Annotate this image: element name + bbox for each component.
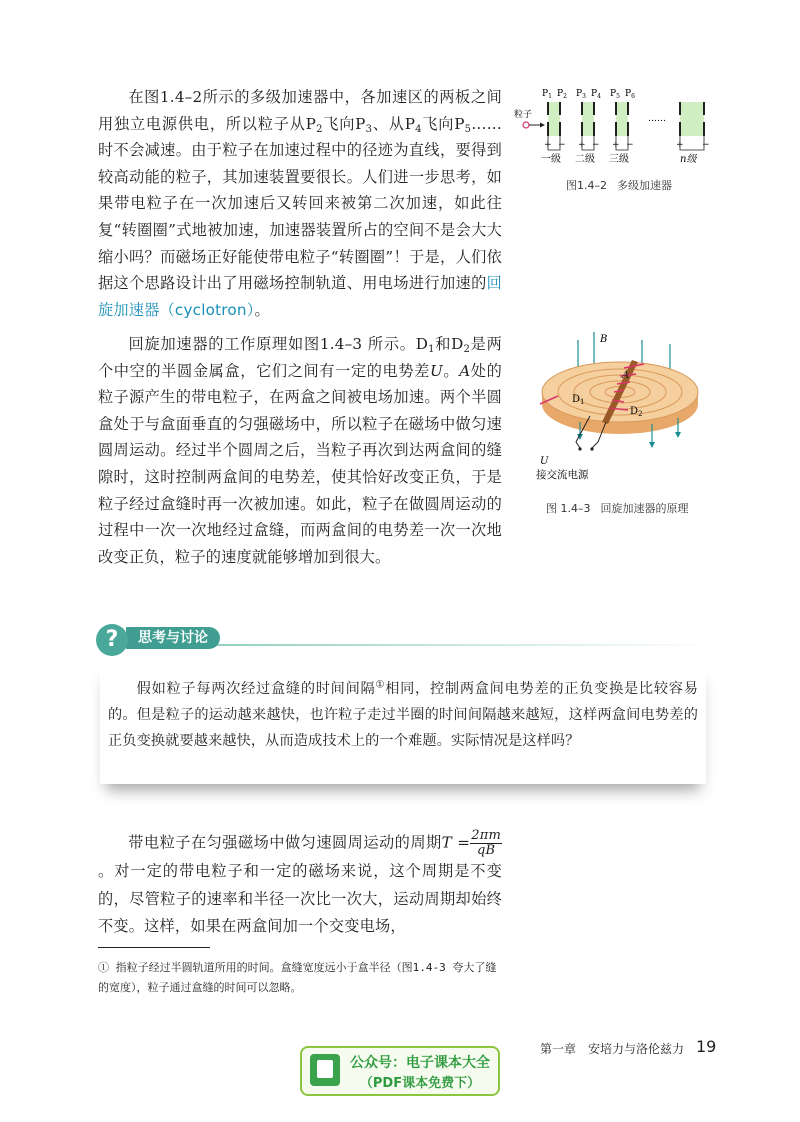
- svg-text:−: −: [592, 140, 600, 150]
- particle-label: 粒子: [514, 110, 533, 120]
- subscript: 2: [316, 123, 323, 135]
- subscript: 2: [463, 344, 471, 355]
- caption-text: 回旋加速器的原理: [600, 502, 689, 515]
- text-run: 。: [442, 361, 460, 380]
- chapter-title: 第一章 安培力与洛伦兹力: [540, 1042, 685, 1056]
- subscript: 5: [464, 123, 472, 135]
- question-icon: ?: [96, 624, 128, 656]
- period-formula: [470, 829, 502, 858]
- caption-number: 图 1.4–3: [546, 502, 591, 515]
- svg-text:−: −: [626, 140, 634, 150]
- text-run: 飞向P: [421, 114, 465, 133]
- text-run: 和D: [434, 335, 464, 353]
- text-run: 回旋加速器的工作原理如图1.4–3 所示。D: [128, 335, 429, 353]
- field-arrowheads: [577, 432, 681, 448]
- paragraph-period: [98, 829, 502, 941]
- arrow-head: [540, 123, 545, 128]
- stage-label: 二级: [575, 154, 595, 165]
- svg-text:+: +: [578, 140, 586, 150]
- text-run: 假如粒子每两次经过盒缝的时间间隔: [136, 681, 376, 697]
- think-discuss-header: [96, 626, 716, 652]
- book-logo-icon: [310, 1054, 340, 1086]
- svg-text:+: +: [612, 140, 620, 150]
- plate-label: $P_5$: [610, 89, 620, 100]
- text-run: 在图1.4–2所示的多级加速器中，各加速区的两板之间用独立电源供电，所以粒子从P: [98, 88, 502, 133]
- svg-text:−: −: [558, 140, 566, 150]
- text-run: 飞向P: [322, 114, 366, 133]
- figure-caption-1-4-2: [566, 177, 672, 193]
- text-run: 是两个中空的半圆金属盒，它们之间有一定的电势差: [98, 335, 502, 380]
- text-run: 带电粒子在匀强磁场中做匀速圆周运动的周期: [128, 833, 442, 852]
- term-cyclotron: 回旋加速器（cyclotron）: [98, 274, 502, 319]
- accel-gap: [582, 102, 594, 136]
- label-d2: $D_2$: [630, 406, 643, 418]
- power-label: 接交流电源: [536, 469, 589, 481]
- footnote: ① 指粒子经过半圆轨道所用的时间。盒缝宽度远小于盒半径（图1.4-3 夸大了缝的宽度），粒子通过盒缝的时间可以忽略。: [98, 961, 497, 994]
- plate-label: $P_6$: [625, 89, 635, 100]
- polarity-signs: [544, 140, 710, 150]
- subscript: 3: [365, 123, 373, 135]
- text-run: 相同，控制两盒间电势差的正负变换是比较容易的。但是粒子的运动越来越快，也许粒子走过半圈的时间间隔越来越短，这样两盒间电势差的正负变换就要越来越快，从而造成技术上的一个难题。实际情况是这样吗？: [108, 681, 698, 749]
- formula-numerator: 2πm: [471, 828, 501, 843]
- terminal: [578, 447, 581, 450]
- think-discuss-box: [100, 662, 706, 784]
- plate-label: $P_4$: [591, 89, 601, 100]
- plate-label: $P_2$: [557, 89, 567, 100]
- symbol-u: U: [429, 361, 443, 380]
- paragraph-multistage: [98, 84, 502, 323]
- plate-label: $P_3$: [576, 89, 586, 100]
- plate-label: $P_1$: [542, 89, 552, 100]
- caption-number: 图1.4–2: [566, 179, 607, 192]
- page-number: 19: [696, 1037, 717, 1056]
- text-run: 。: [254, 300, 270, 319]
- svg-text:+: +: [544, 140, 552, 150]
- figure-multistage-accelerator: [510, 84, 730, 170]
- paragraph-cyclotron-principle: [98, 331, 502, 570]
- label-a: A: [622, 370, 630, 381]
- subscript: 1: [428, 344, 435, 355]
- text-run: 处的粒子源产生的带电粒子，在两盒之间被电场加速。两个半圆盒处于与盒面垂直的匀强磁场中，所以粒子在磁场中做匀速圆周运动。经过半个圆周之后，当粒子再次到达两盒间的缝隙时，这时控制两盒间的电势差，使其恰好改变正负，于是粒子经过盒缝时再一次被加速。如此，粒子在做圆周运动的过程中一次一次地经过盒缝，而两盒间的电势差一次一次地改变正负，粒子的速度就能够增加到很大。: [98, 361, 503, 566]
- label-d1: $D_1$: [572, 394, 585, 406]
- label-b: B: [600, 334, 608, 345]
- multistage-diagram: [510, 84, 730, 170]
- stage-label-n: n级: [680, 154, 697, 165]
- cyclotron-diagram: [520, 330, 710, 490]
- footnote-rule: [98, 947, 210, 948]
- caption-text: 多级加速器: [617, 179, 672, 192]
- formula-denominator: qB: [476, 843, 496, 858]
- footnote-ref: ①: [375, 679, 386, 691]
- stage-label: 一级: [541, 154, 561, 165]
- figure-cyclotron: [520, 330, 710, 490]
- accel-gap: [548, 102, 560, 136]
- text-run: 、从P: [372, 114, 416, 133]
- watermark-badge: [300, 1046, 500, 1096]
- terminal: [590, 447, 593, 450]
- think-discuss-title: 思考与讨论: [126, 627, 220, 649]
- svg-text:+: +: [676, 140, 684, 150]
- figure-caption-1-4-3: [546, 500, 689, 516]
- text-run: ……时不会减速。由于粒子在加速过程中的径迹为直线，要得到较高动能的粒子，其加速装置要很长。人们进一步思考，如果带电粒子在一次加速后又转回来被第二次加速，如此往复“转圈圈”式地被加速，加速器装置所占的空间不是会大大缩小吗？而磁场正好能使带电粒子“转圈圈”！于是，人们依据这个思路设计出了用磁场控制轨道、用电场进行加速的: [98, 114, 502, 293]
- svg-text:−: −: [702, 140, 710, 150]
- accel-gap: [680, 102, 704, 136]
- symbol-a: A: [459, 361, 471, 380]
- think-discuss-text: [100, 662, 706, 754]
- watermark-line1: 公众号：电子课本大全: [350, 1055, 490, 1071]
- stage-label: 三级: [609, 154, 629, 165]
- subscript: 4: [415, 123, 422, 135]
- text-run: 。对一定的带电粒子和一定的磁场来说，这个周期是不变的，尽管粒子的速率和半径一次比一次大，运动周期却始终不变。这样，如果在两盒间加一个交变电场，: [98, 862, 502, 935]
- particle-dot: [523, 122, 529, 128]
- ellipsis: ……: [648, 114, 666, 124]
- formula-lhs: T =: [441, 833, 471, 852]
- watermark-line2: （PDF课本免费下）: [359, 1076, 481, 1091]
- label-u: U: [540, 456, 549, 467]
- accel-gap: [616, 102, 628, 136]
